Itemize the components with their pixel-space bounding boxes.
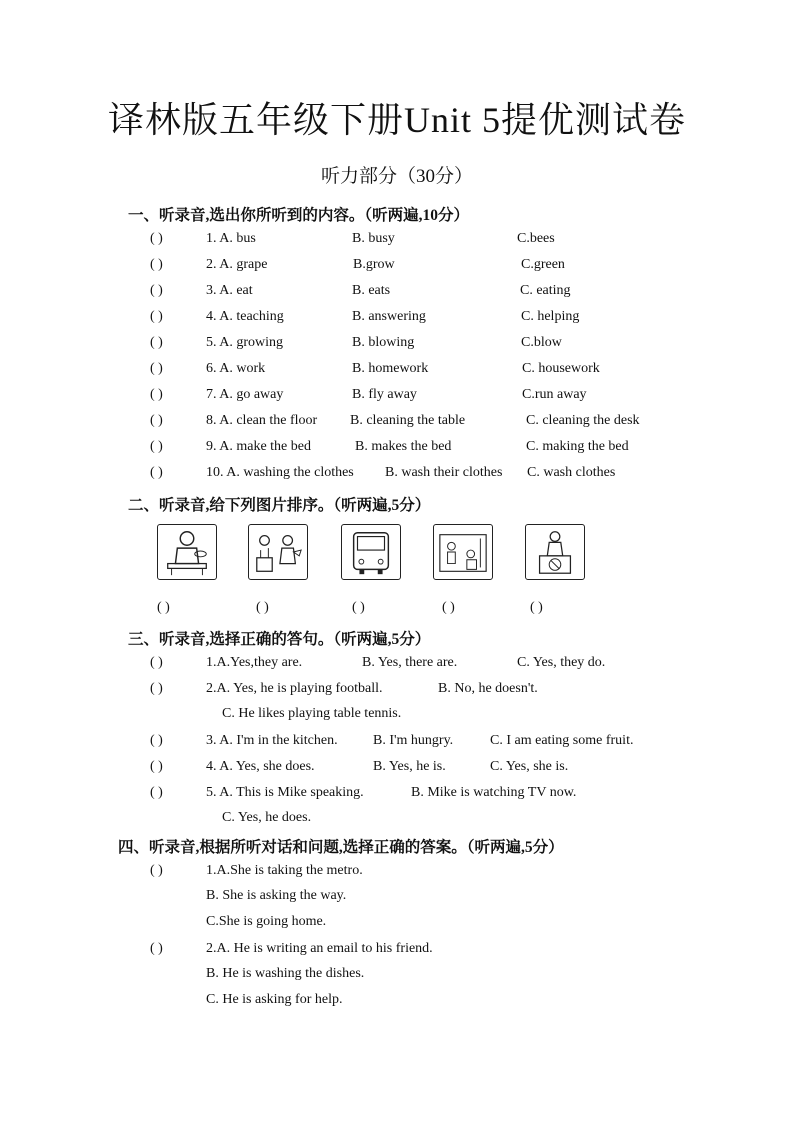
s4-option-text: B. She is asking the way. [206, 888, 347, 903]
s1-answer-blank[interactable]: ( ) [150, 257, 163, 272]
s1-option-a: 10. A. washing the clothes [206, 465, 354, 480]
s1-option-c: C.blow [521, 335, 562, 350]
s1-option-b: B. homework [352, 361, 429, 376]
picture-4-answer-blank[interactable]: ( ) [442, 600, 455, 615]
s4-option-text: 2.A. He is writing an email to his friend. [206, 941, 433, 956]
s1-option-c: C. wash clothes [527, 465, 616, 480]
s3-option-text: C. Yes, he does. [222, 810, 312, 825]
s3-option-b: B. I'm hungry. [373, 733, 454, 748]
section-1-heading: 一、听录音,选出你所听到的内容。（听两遍,10分） [128, 207, 470, 224]
s1-option-b: B. makes the bed [355, 439, 452, 454]
s1-option-c: C.run away [522, 387, 587, 402]
s1-option-c: C. helping [521, 309, 580, 324]
s3-option-c: C. Yes, they do. [517, 655, 606, 670]
s1-option-b: B. blowing [352, 335, 415, 350]
s1-answer-blank[interactable]: ( ) [150, 231, 163, 246]
s1-option-c: C.green [521, 257, 565, 272]
s3-answer-blank[interactable]: ( ) [150, 785, 163, 800]
s1-answer-blank[interactable]: ( ) [150, 335, 163, 350]
s1-option-a: 8. A. clean the floor [206, 413, 318, 428]
picture-1-answer-blank[interactable]: ( ) [157, 600, 170, 615]
s1-option-c: C. eating [520, 283, 571, 298]
family-cleaning-picture [433, 524, 493, 580]
s1-answer-blank[interactable]: ( ) [150, 413, 163, 428]
s1-option-c: C. housework [522, 361, 600, 376]
s1-option-a: 2. A. grape [206, 257, 268, 272]
s1-option-c: C. making the bed [526, 439, 629, 454]
s3-answer-blank[interactable]: ( ) [150, 681, 163, 696]
s3-answer-blank[interactable]: ( ) [150, 759, 163, 774]
s3-option-b: B. Yes, he is. [373, 759, 446, 774]
s1-answer-blank[interactable]: ( ) [150, 465, 163, 480]
s3-answer-blank[interactable]: ( ) [150, 733, 163, 748]
section-4-heading: 四、听录音,根据所听对话和问题,选择正确的答案。（听两遍,5分） [118, 839, 564, 856]
s1-option-c: C. cleaning the desk [526, 413, 640, 428]
s1-option-a: 7. A. go away [206, 387, 284, 402]
s4-answer-blank[interactable]: ( ) [150, 941, 163, 956]
s1-option-a: 9. A. make the bed [206, 439, 311, 454]
s3-option-text: 4. A. Yes, she does. [206, 759, 315, 774]
s1-option-a: 6. A. work [206, 361, 266, 376]
s1-option-b: B. answering [352, 309, 426, 324]
s3-option-text: C. He likes playing table tennis. [222, 706, 402, 721]
s1-option-c: C.bees [517, 231, 555, 246]
s4-option-text: C.She is going home. [206, 914, 327, 929]
bus-picture [341, 524, 401, 580]
s3-option-text: 1.A.Yes,they are. [206, 655, 303, 670]
page-subtitle: 听力部分（30分） [320, 166, 473, 187]
cooking-picture [157, 524, 217, 580]
watering-flowers-picture [248, 524, 308, 580]
page-title: 译林版五年级下册Unit 5提优测试卷 [107, 100, 686, 140]
s1-option-b: B. cleaning the table [350, 413, 466, 428]
s4-option-text: B. He is washing the dishes. [206, 966, 365, 981]
picture-2-answer-blank[interactable]: ( ) [256, 600, 269, 615]
section-2-heading: 二、听录音,给下列图片排序。（听两遍,5分） [128, 497, 431, 514]
s3-option-text: 3. A. I'm in the kitchen. [206, 733, 338, 748]
section-3-heading: 三、听录音,选择正确的答句。（听两遍,5分） [128, 631, 431, 648]
picture-3-answer-blank[interactable]: ( ) [352, 600, 365, 615]
picture-5-answer-blank[interactable]: ( ) [530, 600, 543, 615]
s3-option-c: C. Yes, she is. [490, 759, 569, 774]
s1-answer-blank[interactable]: ( ) [150, 439, 163, 454]
s1-option-a: 5. A. growing [206, 335, 283, 350]
s1-option-b: B. fly away [352, 387, 417, 402]
s3-option-text: 5. A. This is Mike speaking. [206, 785, 364, 800]
s1-option-b: B.grow [353, 257, 395, 272]
s4-answer-blank[interactable]: ( ) [150, 863, 163, 878]
s3-option-b: B. Yes, there are. [362, 655, 458, 670]
s1-option-b: B. wash their clothes [385, 465, 503, 480]
boy-washing-picture [525, 524, 585, 580]
s1-option-a: 3. A. eat [206, 283, 253, 298]
s1-option-a: 1. A. bus [206, 231, 256, 246]
s4-option-text: C. He is asking for help. [206, 992, 343, 1007]
s3-option-b: B. No, he doesn't. [438, 681, 538, 696]
s1-answer-blank[interactable]: ( ) [150, 361, 163, 376]
s1-answer-blank[interactable]: ( ) [150, 387, 163, 402]
s3-answer-blank[interactable]: ( ) [150, 655, 163, 670]
s1-option-b: B. busy [352, 231, 395, 246]
s1-option-b: B. eats [352, 283, 391, 298]
s1-answer-blank[interactable]: ( ) [150, 283, 163, 298]
s1-answer-blank[interactable]: ( ) [150, 309, 163, 324]
s3-option-c: C. I am eating some fruit. [490, 733, 634, 748]
s3-option-text: 2.A. Yes, he is playing football. [206, 681, 383, 696]
s1-option-a: 4. A. teaching [206, 309, 284, 324]
s3-option-b: B. Mike is watching TV now. [411, 785, 577, 800]
s4-option-text: 1.A.She is taking the metro. [206, 863, 363, 878]
